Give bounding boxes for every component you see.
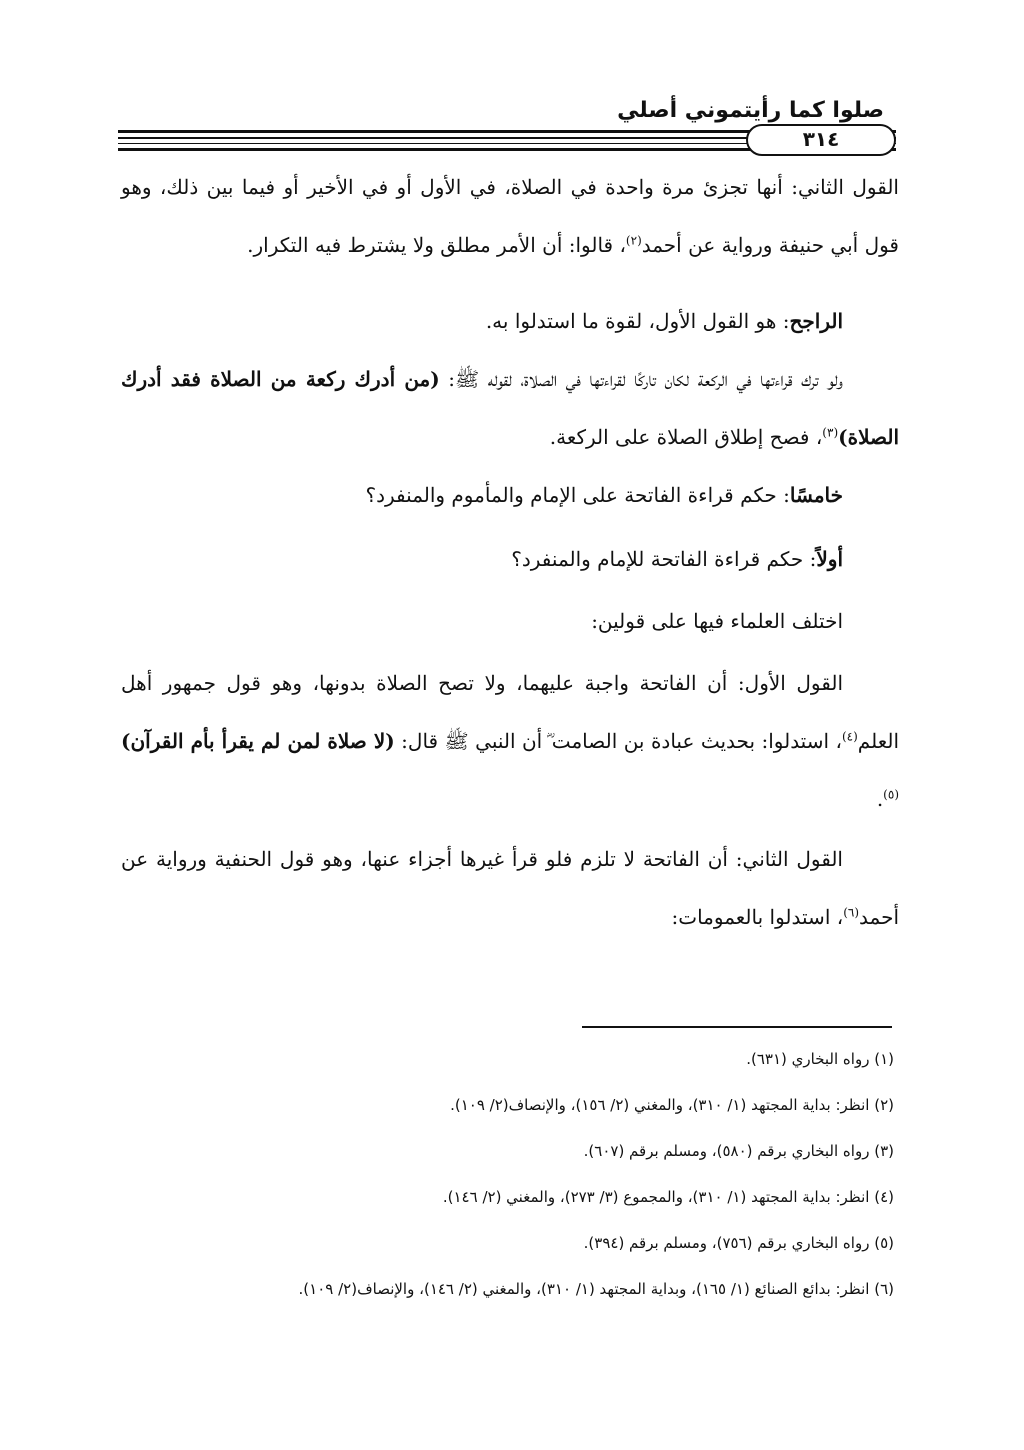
footnote-4: (٤) انظر: بداية المجتهد (١/ ٣١٠)، والمجموع (٣/ ٢٧٣)، والمغني (٢/ ١٤٦). xyxy=(442,1188,894,1206)
footnote-reference: (٤) xyxy=(841,729,858,744)
page-number-badge: ٣١٤ xyxy=(746,124,896,156)
paragraph-text xyxy=(121,158,899,274)
emphasized-text: أولاً xyxy=(816,547,843,571)
paragraph-p8 xyxy=(121,830,899,946)
paragraph-run: القول الأول: أن الفاتحة واجبة عليهما، ولا تصح الصلاة بدونها، وهو قول جمهور أهل العلم xyxy=(121,671,900,753)
paragraph-text xyxy=(121,350,899,466)
paragraph-run: ولو ترك قراءتها في الركعة لكان تاركًا لقراءتها في الصلاة، لقوله ﷺ: xyxy=(439,367,843,391)
paragraph-run: ، فصح إطلاق الصلاة على الركعة. xyxy=(549,425,823,449)
paragraph-run: اختلف العلماء فيها على قولين: xyxy=(591,609,843,633)
paragraph-run: : هو القول الأول، لقوة ما استدلوا به. xyxy=(485,309,790,333)
paragraph-text xyxy=(121,592,899,650)
footnote-reference: (٦) xyxy=(843,905,860,920)
emphasized-text: الراجح xyxy=(789,309,843,333)
footnote-1: (١) رواه البخاري (٦٣١). xyxy=(746,1050,894,1068)
paragraph-text xyxy=(121,654,899,828)
paragraph-p5 xyxy=(121,530,899,588)
paragraph-run: : حكم قراءة الفاتحة للإمام والمنفرد؟ xyxy=(511,547,817,571)
paragraph-p7 xyxy=(121,654,899,828)
paragraph-run: : حكم قراءة الفاتحة على الإمام والمأموم والمنفرد؟ xyxy=(365,483,790,507)
paragraph-p2 xyxy=(121,292,899,350)
paragraph-p6 xyxy=(121,592,899,650)
paragraph-text xyxy=(121,530,899,588)
footnote-6: (٦) انظر: بدائع الصنائع (١/ ١٦٥)، وبداية المجتهد (١/ ٣١٠)، والمغني (٢/ ١٤٦)، والإنصاف(٢/ ١٠٩). xyxy=(298,1280,894,1298)
footnote-separator xyxy=(582,1026,892,1028)
paragraph-p3 xyxy=(121,350,899,466)
emphasized-text: (من أدرك ركعة من الصلاة فقد أدرك الصلاة) xyxy=(121,367,899,449)
footnote-3: (٣) رواه البخاري برقم (٥٨٠)، ومسلم برقم (٦٠٧). xyxy=(583,1142,894,1160)
footnote-reference: (٥) xyxy=(883,787,899,802)
paragraph-run: القول الثاني: أنها تجزئ مرة واحدة في الصلاة، في الأول أو في الأخير أو فيما بين ذلك، وهو قول أبي حنيفة ورواية عن أحمد xyxy=(121,175,899,257)
paragraph-run: . xyxy=(876,787,884,811)
paragraph-run: القول الثاني: أن الفاتحة لا تلزم فلو قرأ غيرها أجزاء عنها، وهو قول الحنفية ورواية عن أحمد xyxy=(121,847,899,929)
paragraph-p4 xyxy=(121,466,899,524)
footnote-2: (٢) انظر: بداية المجتهد (١/ ٣١٠)، والمغني (٢/ ١٥٦)، والإنصاف(٢/ ١٠٩). xyxy=(450,1096,894,1114)
paragraph-run: ، استدلوا: بحديث عبادة بن الصامت ؓ أن النبي ﷺ قال: xyxy=(394,729,842,753)
running-header-title: صلوا كما رأيتموني أصلي xyxy=(617,98,884,123)
footnotes xyxy=(134,1036,894,1312)
footnote-5: (٥) رواه البخاري برقم (٧٥٦)، ومسلم برقم (٣٩٤). xyxy=(583,1234,894,1252)
paragraph-text xyxy=(121,292,899,350)
footnote-reference: (٣) xyxy=(822,425,839,440)
emphasized-text: (لا صلاة لمن لم يقرأ بأم القرآن) xyxy=(121,729,395,753)
paragraph-run: ، قالوا: أن الأمر مطلق ولا يشترط فيه التكرار. xyxy=(247,233,626,257)
paragraph-text xyxy=(121,830,899,946)
emphasized-text: خامسًا xyxy=(789,483,843,507)
paragraph-p1 xyxy=(121,158,899,274)
paragraph-text xyxy=(121,466,899,524)
footnote-reference: (٢) xyxy=(625,233,642,248)
paragraph-run: ، استدلوا بالعمومات: xyxy=(671,905,844,929)
